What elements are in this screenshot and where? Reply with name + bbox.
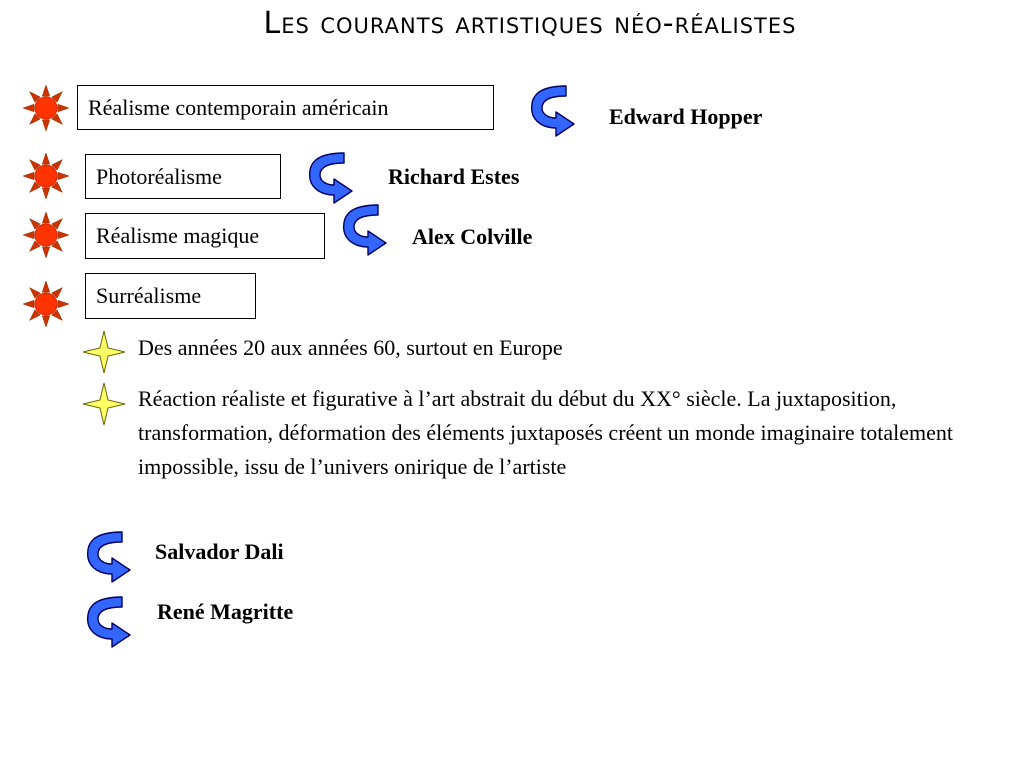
sun-icon (23, 153, 69, 199)
artist-salvador-dali: Salvador Dali (155, 539, 284, 564)
movement-box-photorealisme: Photoréalisme (85, 154, 281, 199)
movement-box-realisme-magique: Réalisme magique (85, 213, 325, 259)
movement-box-surrealisme: Surréalisme (85, 273, 256, 319)
sun-icon (23, 212, 69, 258)
surrealisme-period-text: Des années 20 aux années 60, surtout en Europe (138, 335, 563, 360)
star-icon (82, 330, 126, 374)
sun-icon (23, 85, 69, 131)
sun-icon (23, 281, 69, 327)
curved-arrow-icon (84, 595, 132, 649)
curved-arrow-icon (528, 84, 576, 138)
artist-edward-hopper: Edward Hopper (609, 104, 763, 129)
artist-rene-magritte: René Magritte (157, 599, 294, 624)
star-icon (82, 382, 126, 426)
page-title: Les courants artistiques néo-réalistes (263, 6, 797, 41)
curved-arrow-icon (340, 203, 388, 257)
artist-richard-estes: Richard Estes (388, 164, 520, 189)
curved-arrow-icon (84, 530, 132, 584)
artist-alex-colville: Alex Colville (412, 224, 533, 249)
surrealisme-description-text: Réaction réaliste et figurative à l’art abstrait du début du XX° siècle. La juxtaposition, transformation, déformation des éléments juxtaposés créent un monde imaginaire totalement impossible, issu de l’univers onirique de l’artiste (138, 386, 953, 479)
curved-arrow-icon (306, 151, 354, 205)
movement-box-realisme-contemporain: Réalisme contemporain américain (77, 85, 494, 130)
